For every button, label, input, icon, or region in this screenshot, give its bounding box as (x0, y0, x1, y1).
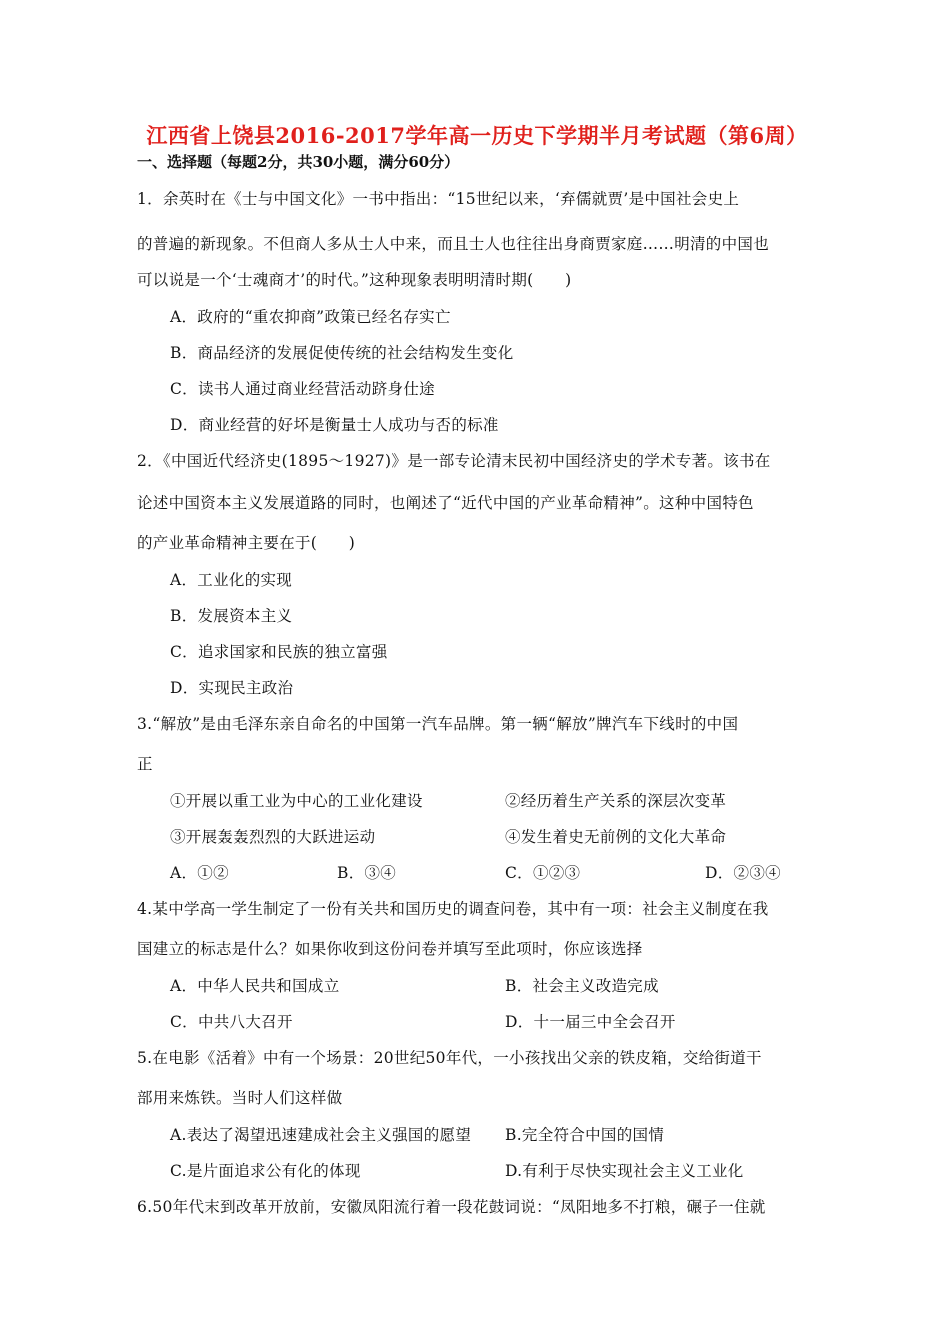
question-3-option-d: D．②③④ (705, 864, 781, 882)
question-6-line-1: 6.50年代末到改革开放前，安徽凤阳流行着一段花鼓词说：“凤阳地多不打粮，碾子一住就 (137, 1198, 766, 1216)
question-4-line-1: 4.某中学高一学生制定了一份有关共和国历史的调查问卷，其中有一项：社会主义制度在我 (137, 900, 769, 918)
question-2-option-d: D．实现民主政治 (170, 679, 294, 697)
question-5-line-2: 部用来炼铁。当时人们这样做 (137, 1089, 343, 1107)
question-1-option-c: C．读书人通过商业经营活动跻身仕途 (170, 380, 435, 398)
question-5-option-c: C.是片面追求公有化的体现 (170, 1162, 361, 1180)
question-5-line-1: 5.在电影《活着》中有一个场景：20世纪50年代，一小孩找出父亲的铁皮箱，交给街道干 (137, 1049, 762, 1067)
question-3-option-a: A．①② (170, 864, 229, 882)
question-3-item-1: ①开展以重工业为中心的工业化建设 (170, 792, 423, 810)
question-2-line-3: 的产业革命精神主要在于( ) (137, 534, 356, 552)
question-3-option-b: B．③④ (337, 864, 397, 882)
question-2-line-1: 2．《中国近代经济史(1895～1927)》是一部专论清末民初中国经济史的学术专著。该书在 (137, 452, 771, 470)
question-3-option-c: C．①②③ (505, 864, 581, 882)
question-1-option-b: B．商品经济的发展促使传统的社会结构发生变化 (170, 344, 514, 362)
question-4-option-d: D．十一届三中全会召开 (505, 1013, 676, 1031)
question-5-option-d: D.有利于尽快实现社会主义工业化 (505, 1162, 744, 1180)
question-5-option-b: B.完全符合中国的国情 (505, 1126, 665, 1144)
question-3-line-1: 3.“解放”是由毛泽东亲自命名的中国第一汽车品牌。第一辆“解放”牌汽车下线时的中国 (137, 715, 739, 733)
question-4-option-a: A．中华人民共和国成立 (170, 977, 340, 995)
question-3-line-2: 正 (137, 755, 153, 773)
question-1-option-a: A．政府的“重农抑商”政策已经名存实亡 (170, 308, 451, 326)
question-1-line-3: 可以说是一个‘士魂商才’的时代。”这种现象表明明清时期( ) (137, 271, 572, 289)
question-4-option-c: C．中共八大召开 (170, 1013, 293, 1031)
question-1-option-d: D．商业经营的好坏是衡量士人成功与否的标准 (170, 416, 499, 434)
question-5-option-a: A.表达了渴望迅速建成社会主义强国的愿望 (170, 1126, 472, 1144)
question-2-option-c: C．追求国家和民族的独立富强 (170, 643, 388, 661)
question-3-item-3: ③开展轰轰烈烈的大跃进运动 (170, 828, 376, 846)
question-2-option-b: B．发展资本主义 (170, 607, 293, 625)
exam-title: 江西省上饶县2016-2017学年高一历史下学期半月考试题（第6周） (146, 123, 808, 148)
question-1-line-2: 的普遍的新现象。不但商人多从士人中来，而且士人也往往出身商贾家庭……明清的中国也 (137, 235, 770, 253)
question-1-line-1: 1．余英时在《士与中国文化》一书中指出：“15世纪以来，‘弃儒就贾’是中国社会史上 (137, 190, 740, 208)
question-3-item-2: ②经历着生产关系的深层次变革 (505, 792, 727, 810)
question-2-line-2: 论述中国资本主义发展道路的同时，也阐述了“近代中国的产业革命精神”。这种中国特色 (137, 494, 754, 512)
question-4-line-2: 国建立的标志是什么？如果你收到这份问卷并填写至此项时，你应该选择 (137, 940, 643, 958)
section-heading: 一、选择题（每题2分，共30小题，满分60分） (137, 153, 460, 171)
question-4-option-b: B．社会主义改造完成 (505, 977, 659, 995)
question-3-item-4: ④发生着史无前例的文化大革命 (505, 828, 727, 846)
question-2-option-a: A．工业化的实现 (170, 571, 293, 589)
